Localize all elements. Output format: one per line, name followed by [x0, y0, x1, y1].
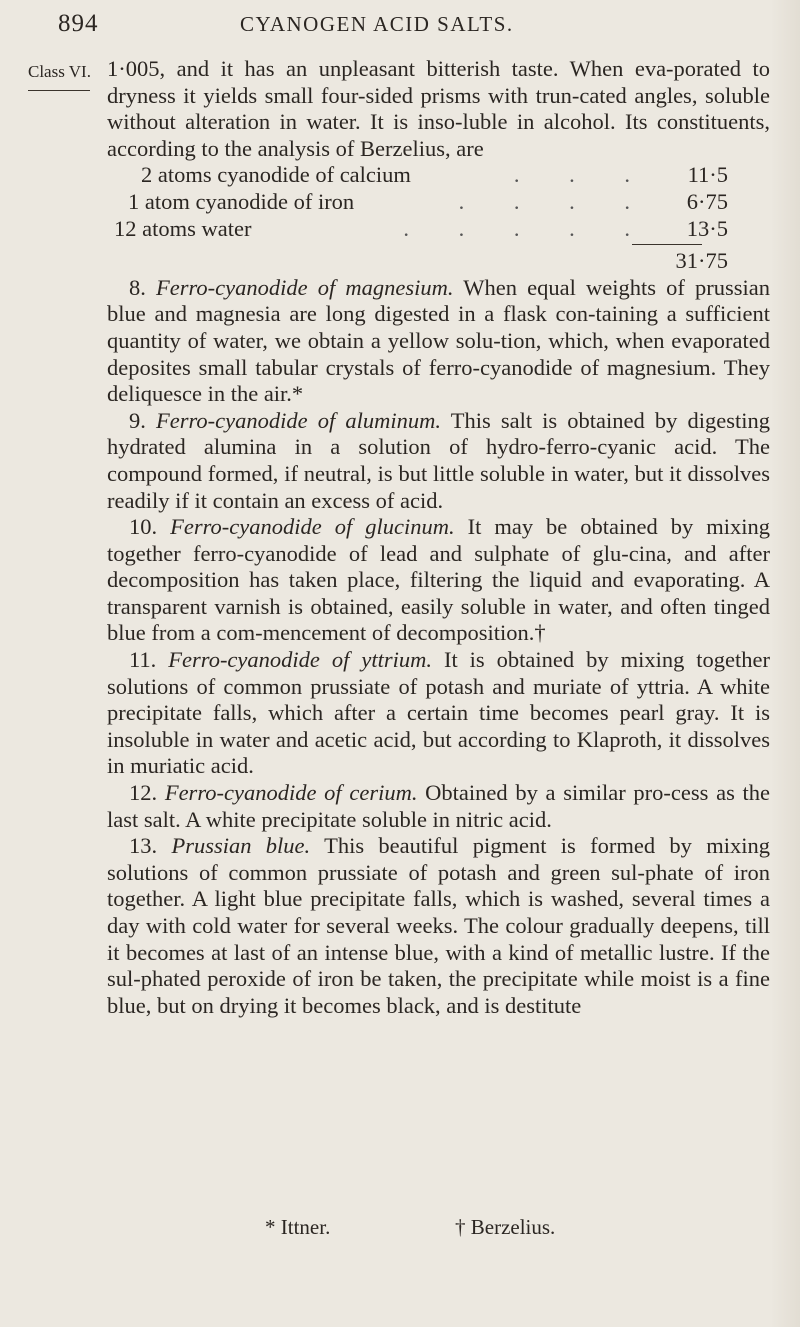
section-title: Ferro-cyanodide of yttrium.	[168, 647, 432, 673]
section-8	[107, 275, 770, 408]
running-title: CYANOGEN ACID SALTS.	[240, 12, 514, 36]
leader-dots: . . . . .	[403, 215, 652, 241]
composition-row	[107, 216, 728, 243]
section-title: Ferro-cyanodide of glucinum.	[170, 514, 455, 540]
composition-value: 6·75	[686, 188, 728, 214]
section-number: 11.	[129, 647, 157, 673]
section-text: Obtained by a similar pro-cess as the last salt. A white precipitate soluble in nitric acid.	[107, 780, 771, 832]
margin-class-label: Class VI.	[28, 62, 91, 81]
section-number: 13.	[129, 833, 158, 859]
body-text	[107, 56, 770, 1019]
section-11	[107, 647, 770, 780]
composition-label: 1 atom cyanodide of iron	[128, 188, 355, 214]
section-13	[107, 833, 770, 1019]
section-9	[107, 408, 770, 514]
section-title: Prussian blue.	[171, 833, 311, 859]
section-text: It is obtained by mixing together solutions of common prussiate of potash and muriate of yttria. A white precipitate falls, which after a certain time becomes pearl gray. It is insoluble in water and acetic acid, but according to Klaproth, it dissolves in muriatic acid.	[107, 647, 771, 779]
composition-total: 31·75	[675, 248, 728, 274]
page-edge-shadow	[770, 0, 800, 1327]
composition-label: 12 atoms water	[114, 215, 252, 241]
section-number: 12.	[129, 780, 158, 806]
footnote-berzelius: † Berzelius.	[455, 1215, 556, 1239]
section-title: Ferro-cyanodide of magnesium.	[156, 274, 454, 300]
section-number: 8.	[129, 274, 146, 300]
page-number: 894	[58, 10, 99, 37]
composition-value: 13·5	[686, 215, 728, 241]
section-text: It may be obtained by mixing together ferro-cyanodide of lead and sulphate of glu-cina, and after decomposition has taken place, filtering the liquid and evaporating. A transparent varnish is obtained, easily soluble in water, and often tinged blue from a com-mencement of decomposition.†	[107, 514, 771, 646]
sum-rule	[107, 242, 770, 248]
section-10	[107, 514, 770, 647]
paragraph: 1·005, and it has an unpleasant bitterish taste. When eva-porated to dryness it yields small four-sided prisms with trun-cated angles, soluble without alteration in water. It is inso-luble in alcohol. Its constituents, according to the analysis of Berzelius, are	[107, 56, 770, 161]
composition-label: 2 atoms cyanodide of calcium	[141, 162, 411, 188]
section-number: 10.	[129, 514, 158, 540]
margin-rule	[28, 90, 90, 91]
section-text: This beautiful pigment is formed by mixing solutions of common prussiate of potash and green sul-phate of iron together. A light blue precipitate falls, which is washed, several times a day with cold water for several weeks. The colour gradually deepens, till it becomes at last of an intense blue, with a kind of metallic lustre. If the sul-phated peroxide of iron be taken, the precipitate while moist is a fine blue, but on drying it becomes black, and is destitute	[107, 833, 770, 1018]
section-number: 9.	[129, 407, 146, 433]
composition-row	[107, 162, 728, 189]
section-title: Ferro-cyanodide of cerium.	[164, 780, 418, 806]
section-title: Ferro-cyanodide of aluminum.	[156, 407, 441, 433]
leader-dots: . . . .	[458, 188, 652, 214]
composition-row	[107, 189, 728, 216]
section-text: When equal weights of prussian blue and magnesia are long digested in a flask con-taining a sufficient quantity of water, we obtain a yellow solu-tion, which, when evaporated deposites small tabular crystals of ferro-cyanodide of magnesium. They deliquesce in the air.*	[107, 274, 770, 407]
section-12	[107, 780, 770, 833]
section-text: This salt is obtained by digesting hydrated alumina in a solution of hydro-ferro-cyanic acid. The compound formed, if neutral, is but little soluble in water, but it dissolves readily if it contain an excess of acid.	[107, 407, 771, 513]
footnote-ittner: * Ittner.	[265, 1215, 331, 1239]
composition-value: 11·5	[687, 162, 728, 188]
leader-dots: . . .	[513, 162, 652, 188]
